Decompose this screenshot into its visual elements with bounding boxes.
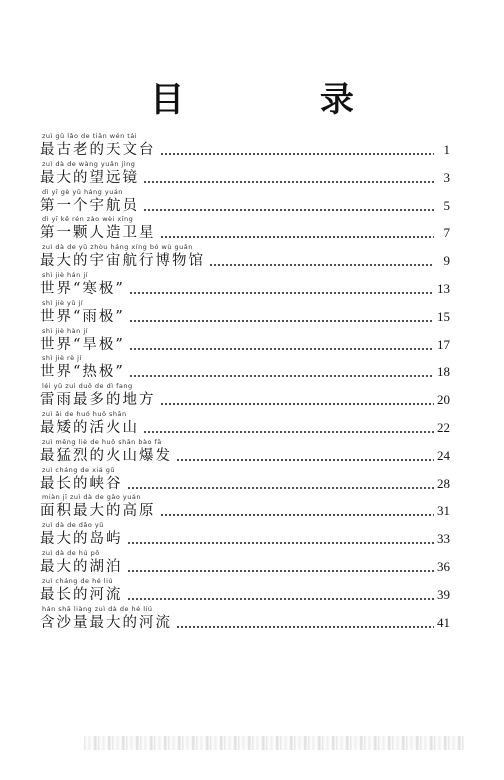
toc-entry-title: 第一颗人造卫星 (40, 225, 156, 242)
toc-page-number: 36 (437, 558, 450, 574)
toc-row (40, 197, 450, 215)
toc-entry-title: 最大的望远镜 (40, 169, 139, 186)
toc-entry[interactable] (40, 160, 450, 188)
toc-page-number: 15 (437, 308, 450, 324)
toc-entry-title: 含沙量最大的河流 (40, 614, 172, 631)
pinyin-annotation: hán shā liàng zuì dà de hé liú (42, 604, 153, 613)
toc-page-number: 28 (437, 475, 450, 491)
toc-row (40, 558, 450, 576)
toc-entry-title: 最大的湖泊 (40, 558, 123, 575)
toc-row (40, 141, 450, 159)
toc-entry[interactable] (40, 382, 450, 410)
pinyin-annotation: zuì dà de yǔ zhòu háng xíng bó wù guǎn (42, 243, 193, 252)
dot-leader (127, 487, 435, 489)
pinyin-annotation: zuì měng liè de huǒ shān bào fā (42, 437, 162, 446)
toc-entry-title: 最矮的活火山 (40, 419, 139, 436)
pinyin-annotation: léi yǔ zuì duō de dì fang (42, 382, 133, 391)
table-of-contents (40, 132, 450, 632)
toc-entry[interactable] (40, 215, 450, 243)
dot-leader (160, 236, 435, 238)
dot-leader (160, 403, 435, 405)
toc-page-number: 5 (443, 197, 450, 213)
toc-row (40, 502, 450, 520)
dot-leader (160, 514, 435, 516)
toc-entry[interactable] (40, 132, 450, 160)
dot-leader (143, 209, 434, 211)
pinyin-annotation: zuì dà de wàng yuǎn jìng (42, 159, 136, 168)
pinyin-annotation: zuì dà de dǎo yǔ (42, 521, 104, 530)
toc-page-number: 7 (443, 225, 450, 241)
pinyin-annotation: shì jiè hàn jí (42, 326, 88, 335)
pinyin-annotation: shì jiè yǔ jí (42, 298, 84, 307)
dot-leader (129, 348, 434, 350)
toc-row (40, 224, 450, 242)
dot-leader (176, 459, 434, 461)
toc-entry[interactable] (40, 549, 450, 577)
dot-leader (127, 598, 435, 600)
toc-entry-title: 世界“雨极” (40, 308, 125, 325)
toc-row (40, 280, 450, 298)
toc-entry[interactable] (40, 243, 450, 271)
toc-entry[interactable] (40, 299, 450, 327)
toc-row (40, 447, 450, 465)
toc-page-number: 24 (437, 447, 450, 463)
dot-leader (129, 320, 434, 322)
toc-page-number: 18 (437, 364, 450, 380)
toc-entry[interactable] (40, 521, 450, 549)
dot-leader (160, 153, 435, 155)
toc-entry-title: 最大的岛屿 (40, 531, 123, 548)
toc-page-number: 9 (443, 253, 450, 269)
pinyin-annotation: miàn jī zuì dà de gāo yuán (42, 493, 141, 502)
toc-entry-title: 雷雨最多的地方 (40, 392, 156, 409)
toc-page-number: 17 (437, 336, 450, 352)
toc-row (40, 475, 450, 493)
dot-leader (143, 181, 434, 183)
toc-page-number: 1 (443, 142, 450, 157)
toc-entry[interactable] (40, 354, 450, 382)
toc-entry-title: 世界“旱极” (40, 336, 125, 353)
toc-row (40, 586, 450, 604)
dot-leader (129, 292, 434, 294)
toc-entry-title: 最长的峡谷 (40, 475, 123, 492)
toc-row (40, 614, 450, 632)
pinyin-annotation: zuì ǎi de huó huǒ shān (42, 409, 127, 418)
dot-leader (209, 264, 434, 266)
pinyin-annotation: zuì gǔ lǎo de tiān wén tái (42, 132, 138, 140)
toc-entry[interactable] (40, 493, 450, 521)
page-title: 目 录 (150, 80, 416, 120)
toc-page-number: 22 (437, 419, 450, 435)
toc-entry[interactable] (40, 188, 450, 216)
pinyin-annotation: zuì cháng de hé liú (42, 576, 113, 585)
toc-entry-title: 世界“寒极” (40, 280, 125, 297)
toc-row (40, 363, 450, 381)
dot-leader (127, 570, 435, 572)
dot-leader (129, 375, 434, 377)
toc-row (40, 169, 450, 187)
toc-entry-title: 最猛烈的火山爆发 (40, 447, 172, 464)
toc-entry[interactable] (40, 410, 450, 438)
pinyin-annotation: zuì dà de hú pō (42, 548, 100, 557)
scan-artifact (84, 736, 464, 750)
toc-entry[interactable] (40, 605, 450, 633)
toc-entry[interactable] (40, 466, 450, 494)
toc-entry[interactable] (40, 438, 450, 466)
toc-entry[interactable] (40, 271, 450, 299)
pinyin-annotation: shì jiè rè jí (42, 354, 82, 363)
toc-page-number: 41 (437, 614, 450, 630)
toc-row (40, 308, 450, 326)
toc-entry[interactable] (40, 577, 450, 605)
dot-leader (143, 431, 434, 433)
toc-entry-title: 面积最大的高原 (40, 503, 156, 520)
pinyin-annotation: dì yī gè yǔ háng yuán (42, 187, 123, 196)
toc-page-number: 13 (437, 280, 450, 296)
pinyin-annotation: zuì cháng de xiá gǔ (42, 465, 116, 474)
toc-entry-title: 第一个宇航员 (40, 197, 139, 214)
toc-row (40, 391, 450, 409)
toc-entry-title: 最大的宇宙航行博物馆 (40, 253, 205, 270)
toc-page-number: 33 (437, 531, 450, 547)
dot-leader (176, 626, 434, 628)
toc-row (40, 419, 450, 437)
toc-entry-title: 最长的河流 (40, 586, 123, 603)
toc-page-number: 20 (437, 392, 450, 408)
toc-entry-title: 世界“热极” (40, 364, 125, 381)
toc-entry[interactable] (40, 327, 450, 355)
toc-page-number: 31 (437, 503, 450, 519)
toc-row (40, 252, 450, 270)
toc-row (40, 530, 450, 548)
pinyin-annotation: dì yī kē rén zào wèi xīng (42, 215, 134, 224)
toc-page-number: 3 (443, 169, 450, 185)
toc-row (40, 336, 450, 354)
dot-leader (127, 542, 435, 544)
toc-page-number: 39 (437, 586, 450, 602)
toc-entry-title: 最古老的天文台 (40, 142, 156, 158)
pinyin-annotation: shì jiè hán jí (42, 270, 88, 279)
